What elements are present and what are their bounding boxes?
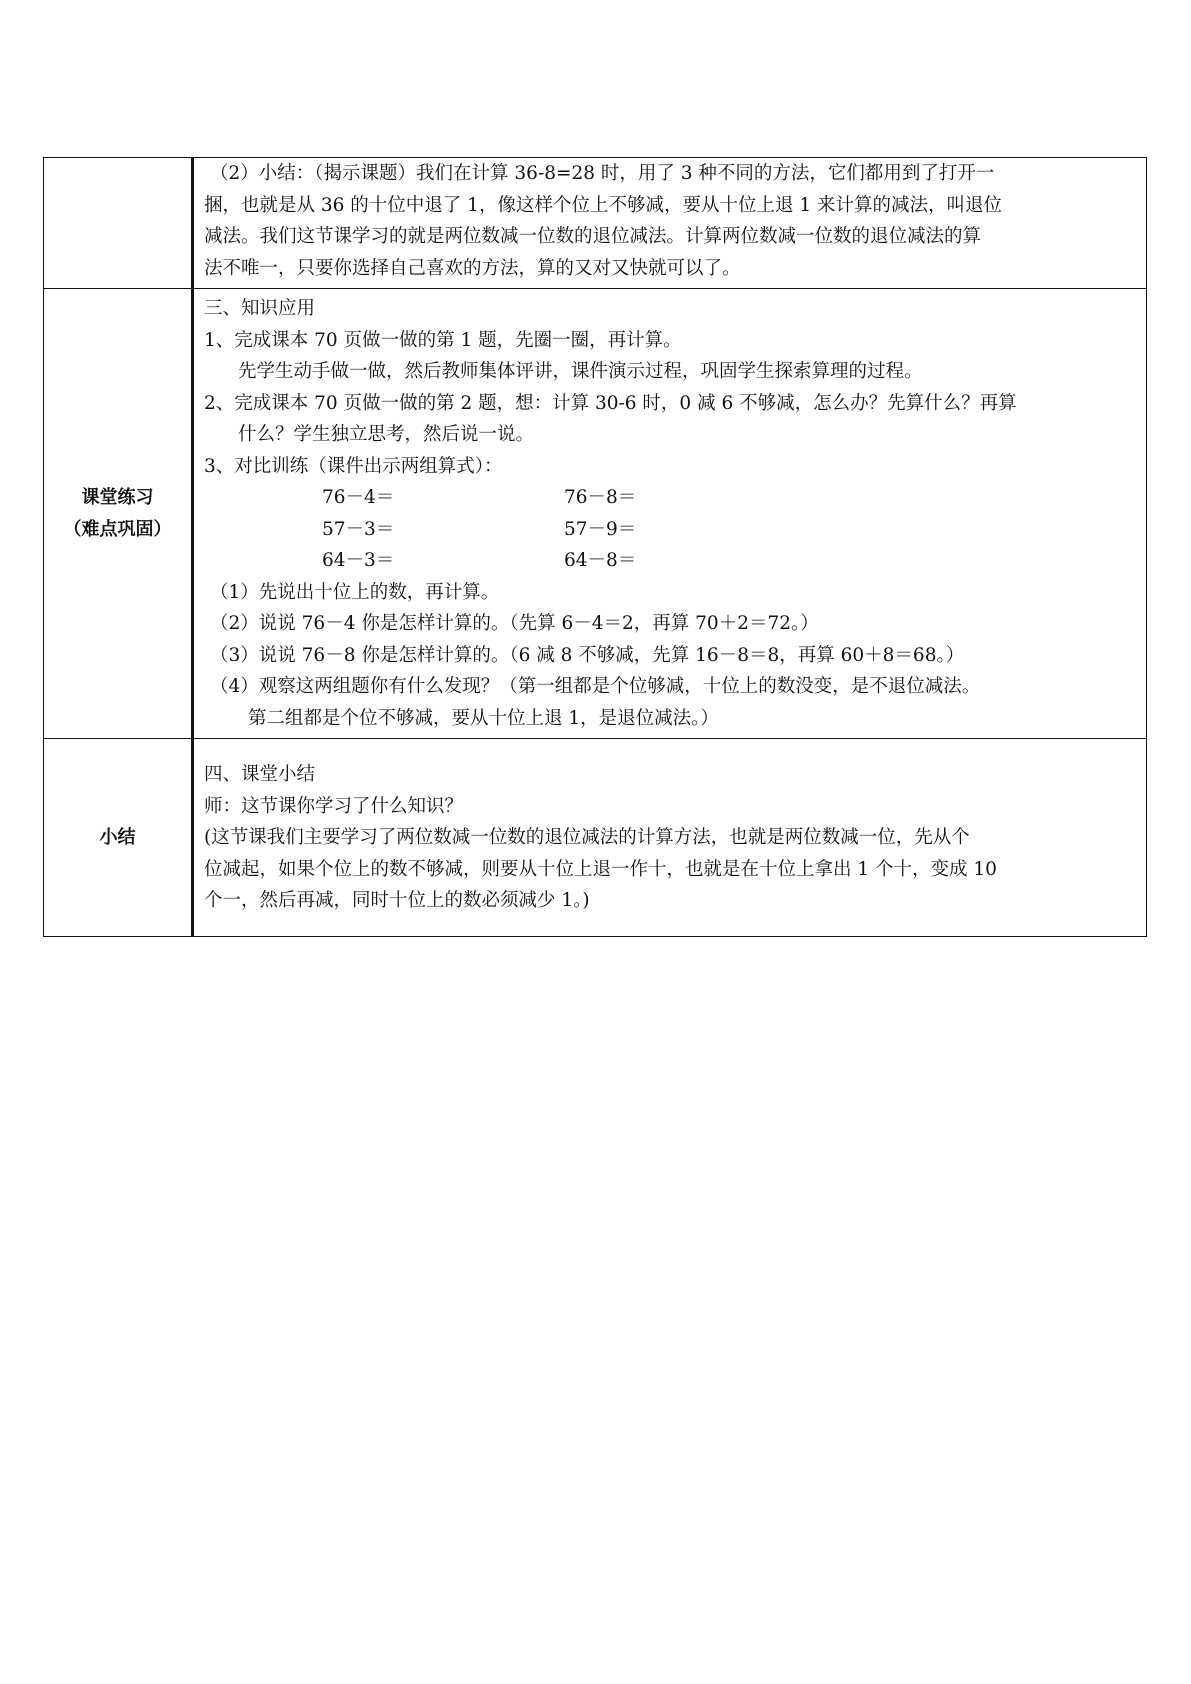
teacher-question: 师：这节课你学习了什么知识？ [204, 795, 464, 817]
row-label-summary [44, 739, 193, 937]
formula: 64－3＝ [322, 550, 395, 571]
lesson-plan-table [43, 157, 1147, 937]
row-content [193, 289, 1147, 739]
question-detail: 第二组都是个位不够减，要从十位上退 1，是退位减法。） [248, 707, 719, 729]
formula: 76－4＝ [322, 487, 395, 508]
section-heading: 三、知识应用 [204, 298, 316, 319]
row-label-line: （难点巩固） [63, 518, 172, 540]
text-line: 减法。我们这节课学习的就是两位数减一位数的退位减法。计算两位数减一位数的退位减法的算 [204, 226, 982, 247]
exercise-detail: 先学生动手做一做，然后教师集体评讲，课件演示过程，巩固学生探索算理的过程。 [238, 361, 923, 382]
summary-line: (这节课我们主要学习了两位数减一位数的退位减法的计算方法，也就是两位数减一位，先从个 [204, 827, 970, 848]
exercise-item: 3、对比训练（课件出示两组算式）： [204, 455, 503, 477]
question-item: （2）说说 76－4 你是怎样计算的。（先算 6－4＝2，再算 70＋2＝72。） [210, 613, 819, 634]
exercise-detail: 什么？学生独立思考，然后说一说。 [238, 424, 535, 445]
text-line: 捆，也就是从 36 的十位中退了 1，像这样个位上不够减，要从十位上退 1 来计算的减法，叫退位 [204, 194, 1002, 216]
table-row-summary-continued [44, 158, 1147, 289]
text-line: （2）小结：（揭示课题）我们在计算 36-8=28 时，用了 3 种不同的方法，它们都用到了打开一 [210, 163, 995, 184]
formula-row [204, 545, 1136, 577]
exercise-item: 1、完成课本 70 页做一做的第 1 题，先圈一圈，再计算。 [204, 329, 682, 351]
formula: 64－8＝ [564, 550, 637, 571]
row-label-practice [44, 289, 193, 739]
summary-line: 个一，然后再减，同时十位上的数必须减少 1。) [204, 890, 590, 911]
exercise-item: 2、完成课本 70 页做一做的第 2 题，想：计算 30-6 时，0 减 6 不够减，怎么办？先算什么？再算 [204, 392, 1017, 414]
formula-row [204, 514, 1136, 546]
row-label-line: 课堂练习 [81, 486, 154, 508]
formula: 57－3＝ [322, 518, 395, 540]
table-row-summary [44, 739, 1147, 937]
row-content [193, 739, 1147, 937]
question-item: （4）观察这两组题你有什么发现？（第一组都是个位够减，十位上的数没变，是不退位减法。 [210, 676, 981, 697]
summary-line: 位减起，如果个位上的数不够减，则要从十位上退一作十，也就是在十位上拿出 1 个十，变成 10 [204, 858, 997, 880]
row-content [193, 158, 1147, 289]
formula-row [204, 482, 1136, 514]
text-line: 法不唯一，只要你选择自己喜欢的方法，算的又对又快就可以了。 [204, 257, 741, 279]
section-heading: 四、课堂小结 [204, 764, 316, 785]
question-item: （1）先说出十位上的数，再计算。 [210, 581, 500, 603]
table-row-practice [44, 289, 1147, 739]
row-label-line: 小结 [99, 826, 136, 848]
formula: 57－9＝ [564, 518, 637, 540]
row-label-empty [44, 158, 193, 289]
question-item: （3）说说 76－8 你是怎样计算的。（6 减 8 不够减，先算 16－8＝8，再算 60＋8＝68。） [210, 644, 965, 666]
formula: 76－8＝ [564, 487, 637, 508]
